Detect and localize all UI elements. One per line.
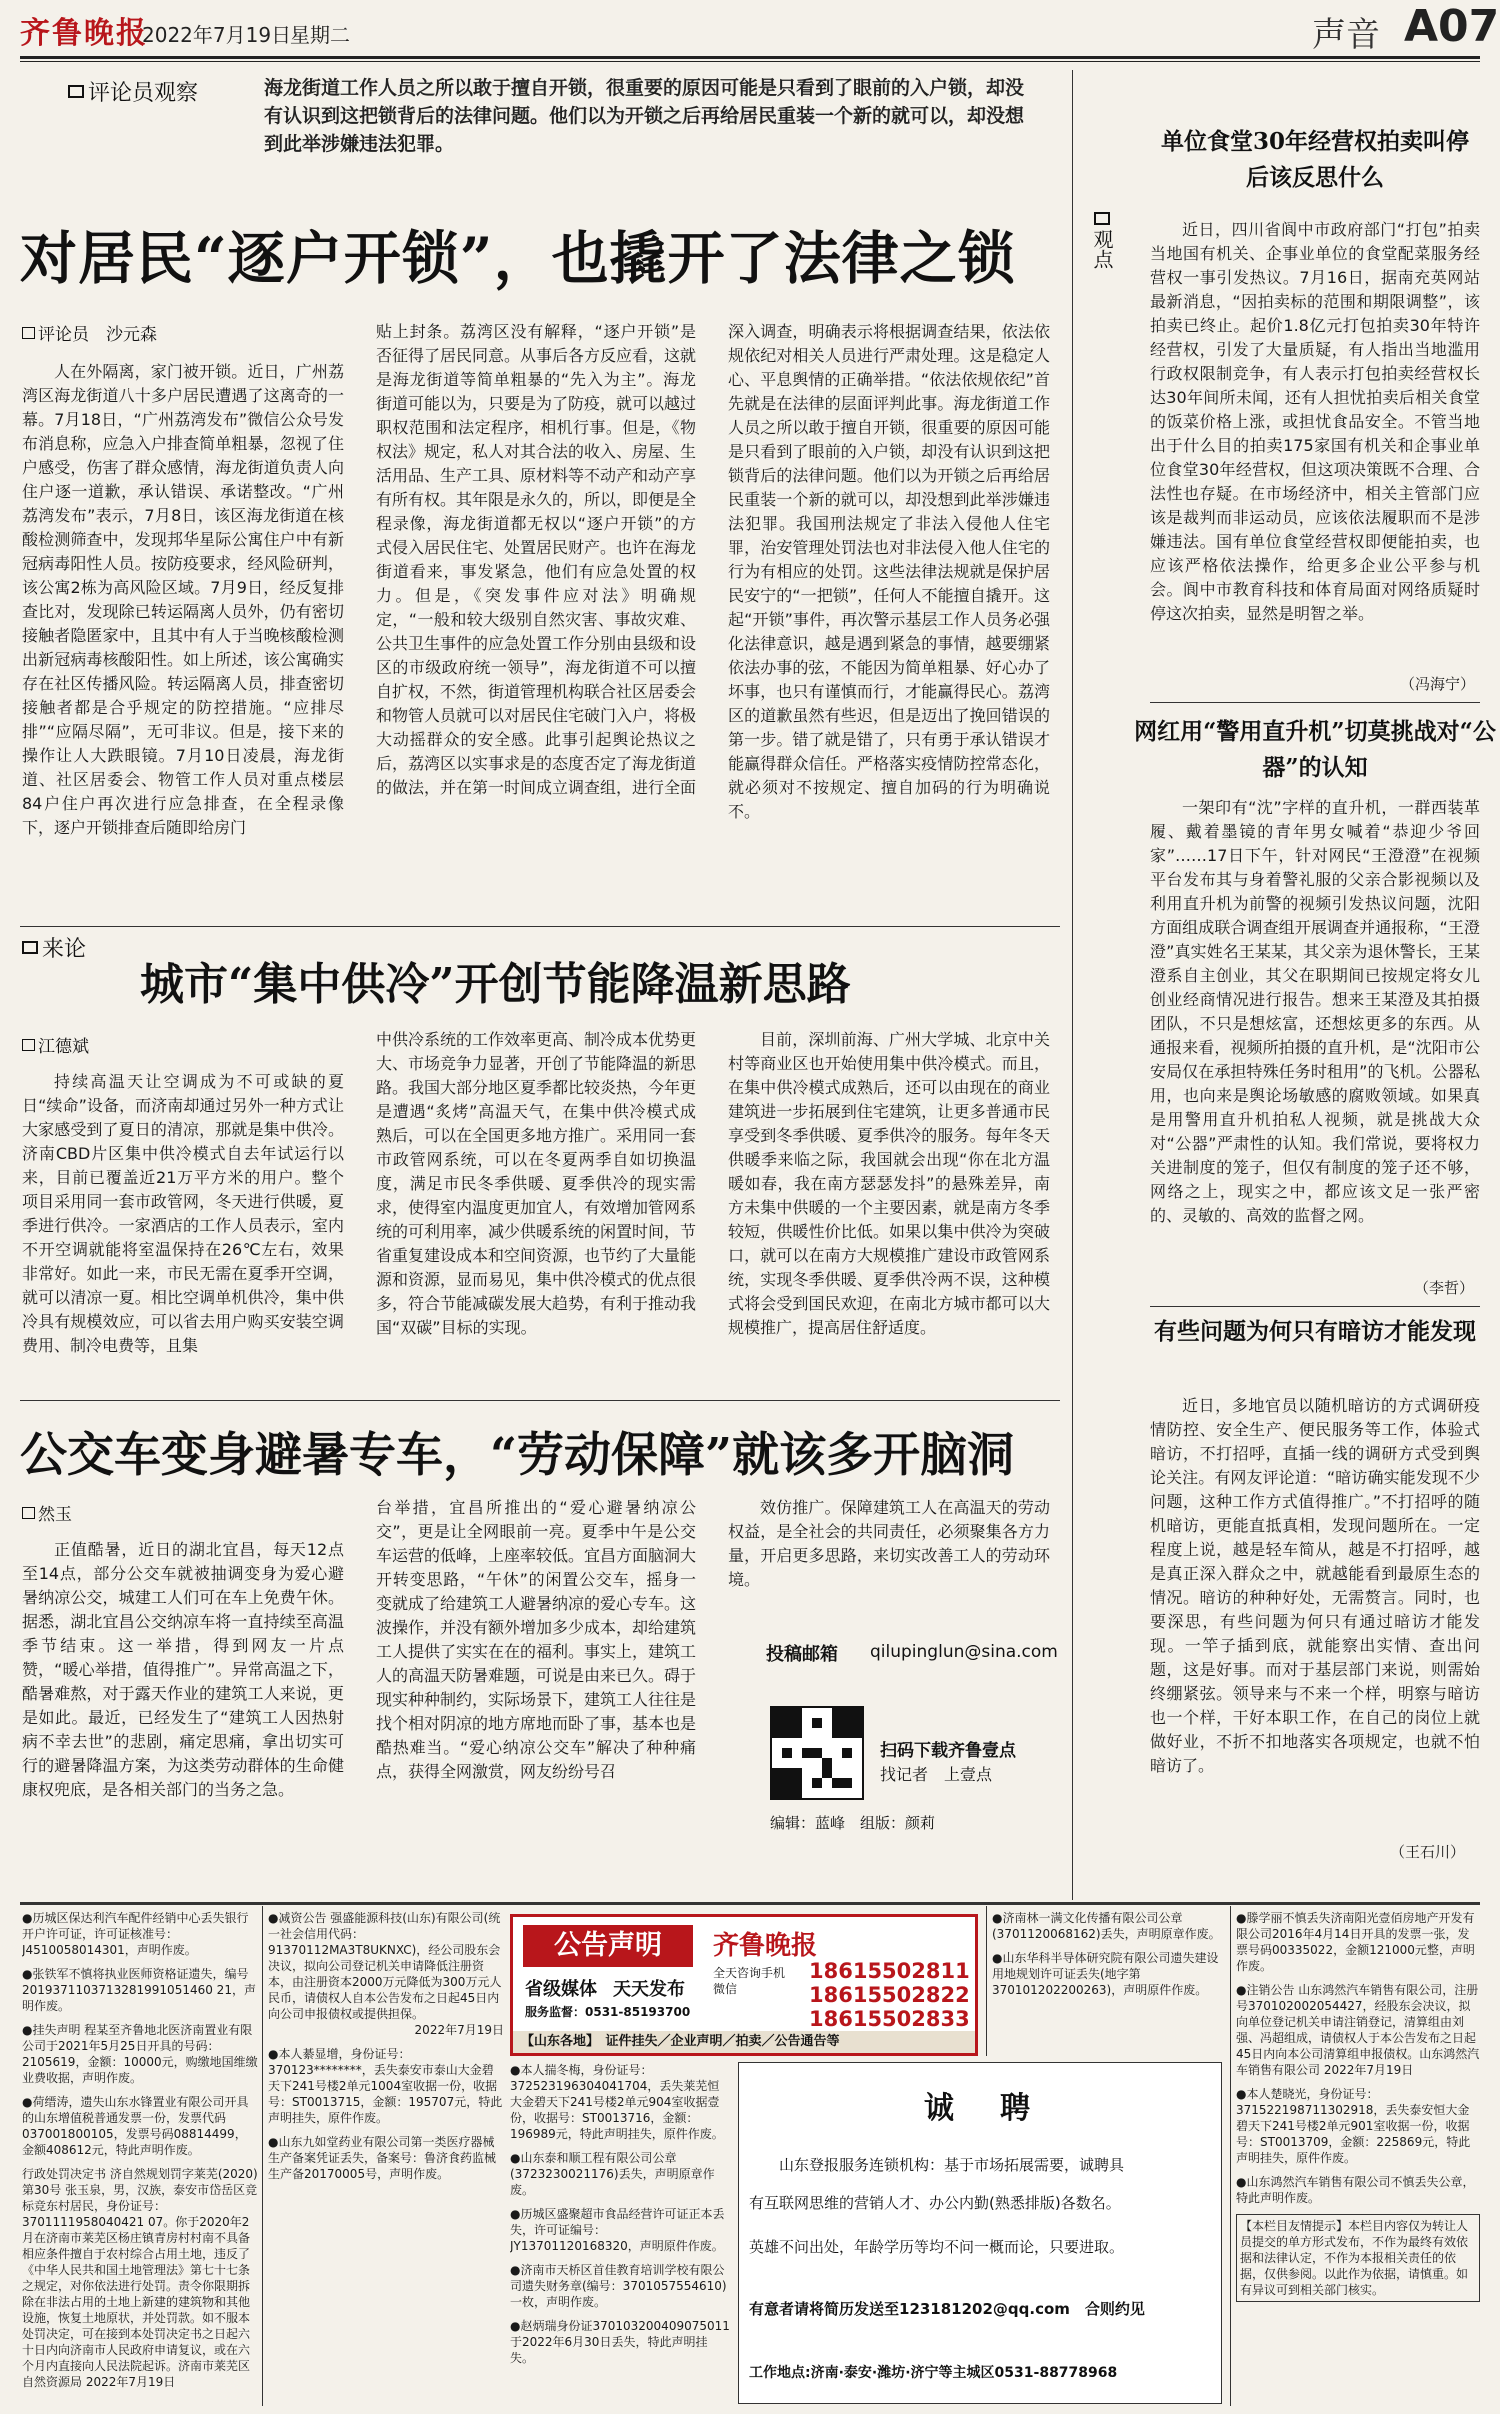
article1-col1: 人在外隔离，家门被开锁。近日，广州荔湾区海龙街道八十多户居民遭遇了这离奇的一幕。7月18日，“广州荔湾发布”微信公众号发布消息称，应急入户排查简单粗暴，忽视了住户感受，伤害了群众感情，海龙街道负责人向住户逐一道歉，承认错误、承诺整改。“广州荔湾发布”表示，7月8日，该区海龙街道在核酸检测筛查中，发现邦华星际公寓住户中有新冠病毒阳性人员。按防疫要求，经风险研判，该公寓2栋为高风险区域。7月9日，经反复排查比对，发现除已转运隔离人员外，仍有密切接触者隐匿家中，且其中有人于当晚核酸检测出新冠病毒核酸阳性。如上所述，该公寓确实存在社区传播风险。转运隔离人员，排查密切接触者都是合乎规定的防控措施。“应排尽排”“应隔尽隔”，无可非议。但是，接下来的操作让人大跌眼镜。7月10日凌晨，海龙街道、社区居委会、物管工作人员对重点楼层84户住户再次进行应急排查，在全程录像下，逐户开锁排查后随即给房门 [22,362,344,837]
classified-col3: ●本人揣冬梅，身份证号：372523196304041704，丢失莱芜恒大金碧天下241号楼2单元904室收据壹份，收据号：ST0013716，金额：196989元，特此声明挂失，原件作废。 ●山东泰和顺工程有限公司公章(3723230021176)丢失，声明原章作废。 ●历城区盛聚超市食品经营许可证正本丢失，许可证编号：JY13701120168320，声明原件作废。 ●济南市天桥区首佳教育培训学校有限公司遗失财务章(编号：3701057554610)一枚，声明作废。 ●赵炳瑞身份证370103200409075011于2022年6月30日丢失，特此声明挂失。 [510,2063,730,2365]
article2-title: 城市“集中供冷”开创节能降温新思路 [140,959,851,1010]
article3-col2: 台举措，宜昌所推出的“爱心避暑纳凉公交”，更是让全网眼前一亮。夏季中午是公交车运营的低峰，上座率较低。宜昌方面脑洞大开转变思路，“午休”的闲置公交车，摇身一变就成了给建筑工人避暑纳凉的爱心专车。这波操作，并没有额外增加多少成本，却给建筑工人提供了实实在在的福利。事实上，建筑工人的高温天防暑难题，可说是由来已久。碍于现实种种制约，实际场景下，建筑工人往往是找个相对阴凉的地方席地而卧了事，基本也是酷热难当。“爱心纳凉公交车”解决了种种痛点，获得全网激赏，网友纷纷号召 [376,1498,696,1781]
recruit-line2: 有互联网思维的营销人才、办公内勤(熟悉排版)各数名。 [749,2194,1121,2212]
article1-title: 对居民“逐户开锁”，也撬开了法律之锁 [20,225,1016,292]
public-notice-box [510,1914,978,2056]
byline-box-icon [22,1507,35,1519]
tag-box-icon [68,85,84,98]
article1-byline: 评论员 沙元森 [22,320,157,345]
side2-body: 一架印有“沈”字样的直升机，一群西装革履、戴着墨镜的青年男女喊着“恭迎少爷回家”……17日下午，针对网民“王澄澄”在视频平台发布其与身着警礼服的父亲合影视频以及利用直升机为前警的视频引发热议问题，沈阳方面组成联合调查组开展调查并通报称，“王澄澄”真实姓名王某某，其父亲为退休警长，王某澄系自主创业，其父在职期间已按规定将女儿创业经商情况进行报告。想来王某澄及其拍摄团队，不只是想炫富，还想炫更多的东西。从通报来看，视频所拍摄的直升机，是“沈阳市公安局仅在承担特殊任务时租用”的飞机。公器私用，也向来是舆论场敏感的腐败领域。如果真是用警用直升机拍私人视频，就是挑战大众对“公器”严肃性的认知。我们常说，要将权力关进制度的笼子，但仅有制度的笼子还不够，网络之上，现实之中，都应该文足一张严密的、灵敏的、高效的监督之网。 [1150,798,1480,1225]
side3-body: 近日，多地官员以随机暗访的方式调研疫情防控、安全生产、便民服务等工作，体验式暗访，不打招呼，直插一线的调研方式受到舆论关注。有网友评论道：“暗访确实能发现不少问题，这种工作方式值得推广。”不打招呼的随机暗访，更能直抵真相，发现问题所在。一定程度上说，越是轻车简从，越是不打招呼，越是真正深入群众之中，就越能看到最原生态的情况。暗访的种种好处，无需赘言。同时，也要深思，有些问题为何只有通过暗访才能发现。一竿子插到底，就能察出实情、查出问题，这是好事。而对于基层部门来说，则需始终绷紧弦。领导来与不来一个样，明察与暗访也一个样，干好本职工作，在自己的岗位上就做好业，不折不扣地落实各项规定，也就不怕暗访了。 [1150,1396,1480,1775]
header-rule [20,56,1480,59]
article3-col3: 效仿推广。保障建筑工人在高温天的劳动权益，是全社会的共同责任，必须聚集各方力量，开启更多思路，来切实改善工人的劳动环境。 [728,1498,1050,1589]
side2-signature: （李哲） [1414,1279,1475,1297]
section-name: 声音 [1312,15,1380,55]
article2-col3: 目前，深圳前海、广州大学城、北京中关村等商业区也开始使用集中供冷模式。而且，在集中供冷模式成熟后，还可以由现在的商业建筑进一步拓展到住宅建筑，让更多普通市民享受到冬季供暖、夏季供冷的服务。每年冬天供暖季来临之际，我国就会出现“你在北方温暖如春，我在南方瑟瑟发抖”的悬殊差异，南方未集中供暖的一个主要因素，就是南方冬季较短，供暖性价比低。如果以集中供冷为突破口，就可以在南方大规模推广建设市政管网系统，实现冬季供暖、夏季供冷两不误，这种模式将会受到国民欢迎，在南北方城市都可以大规模推广，提高居住舒适度。 [728,1030,1050,1337]
column-divider [1230,1906,1231,2406]
notice-sub2: 天天发布 [613,1979,685,2000]
recruit-line3: 英雄不问出处，年龄学历等均不问一概而论，只要进取。 [749,2238,1125,2256]
tag-box-icon [1094,212,1110,225]
page-number: A07 [1404,1,1500,52]
notice-logo: 齐鲁晚报 [713,1931,818,1961]
column-divider [262,1906,263,2406]
article2-col1: 持续高温天让空调成为不可或缺的夏日“续命”设备，而济南却通过另外一种方式让大家感受到了夏日的清凉，那就是集中供冷。济南CBD片区集中供冷模式自去年试运行以来，目前已覆盖近21万平方米的用户。整个项目采用同一套市政管网，冬天进行供暖，夏季进行供冷。一家酒店的工作人员表示，室内不开空调就能将室温保持在26℃左右，效果非常好。如此一来，市民无需在夏季开空调，就可以清凉一夏。相比空调单机供冷，集中供冷具有规模效应，可以省去用户购买安装空调费用、制冷电费等，且集 [22,1072,344,1355]
article1-col2: 贴上封条。荔湾区没有解释，“逐户开锁”是否征得了居民同意。从事后各方反应看，这就是海龙街道等简单粗暴的“先入为主”。海龙街道可能以为，只要是为了防疫，就可以越过职权范围和法定程序，相机行事。但是，《物权法》规定，私人对其合法的收入、房屋、生活用品、生产工具、原材料等不动产和动产享有所有权。其年限是永久的，所以，即便是全程录像，海龙街道都无权以“逐户开锁”的方式侵入居民住宅、处置居民财产。也许在海龙街道看来，事发紧急，他们有应急处置的权力。但是，《突发事件应对法》明确规定，“一般和较大级别自然灾害、事故灾难、公共卫生事件的应急处置工作分别由县级和设区的市级政府统一领导”，海龙街道不可以擅自扩权，不然，街道管理机构联合社区居委会和物管人员就可以对居民住宅破门入户，将极大动摇群众的安全感。此事引起舆论热议之后，荔湾区以实事求是的态度否定了海龙街道的做法，并在第一时间成立调查组，进行全面 [376,322,696,797]
ads-top-rule [20,1902,1480,1905]
issue-date: 2022年7月19日 [142,23,292,47]
side3-title: 有些问题为何只有暗访才能发现 [1154,1318,1476,1345]
article3-title: 公交车变身避暑专车，“劳动保障”就该多开脑洞 [20,1428,1015,1483]
tag-box-icon [22,941,38,954]
classified-col2: ●减资公告 强盛能源科技(山东)有限公司(统一社会信用代码：91370112MA3T8UKNXC)，经公司股东会决议，拟向公司登记机关申请降低注册资本，由注册资本2000万元降低为300万元人民币，请债权人自本公告发布之日起45日内向公司申报债权或提供担保。 2022年7月19日 ●本人綦显增，身份证号：370123********，丢失泰安市泰山大金碧天下241号楼2单元1004室收据一份，收据号：ST0013715，金额：195707元，特此声明挂失，原件作废。 ●山东九如堂药业有限公司第一类医疗器械生产备案凭证丢失，备案号：鲁济食药监械生产备20170005号，声明作废。 [268,1911,504,2181]
notice-service: 服务监督：0531-85193700 [525,2005,691,2019]
column-tag-observer: 评论员观察 [68,76,198,107]
article3-byline: 然玉 [22,1500,72,1525]
column-divider [1072,70,1073,1900]
notice-hotline-label: 全天咨询手机微信 [713,1966,786,1996]
article1-col3: 深入调查，明确表示将根据调查结果，依法依规依纪对相关人员进行严肃处理。这是稳定人心、平息舆情的正确举措。“依法依规依纪”首先就是在法律的层面评判此事。海龙街道工作人员之所以敢于擅自开锁，很重要的原因可能是只看到了眼前的入户锁，却没有认识到这把锁背后的法律问题。他们以为开锁之后再给居民重装一个新的就可以，却没想到此举涉嫌违法犯罪。我国刑法规定了非法入侵他人住宅罪，治安管理处罚法也对非法侵入他人住宅的行为有相应的处罚。这些法律法规就是保护居民安宁的“一把锁”，任何人不能擅自撬开。这起“开锁”事件，再次警示基层工作人员务必强化法律意识，越是遇到紧急的事情，越要绷紧依法办事的弦，不能因为简单粗暴、好心办了坏事，也只有谨慎而行，才能赢得民心。荔湾区的道歉虽然有些迟，但是迈出了挽回错误的第一步。错了就是错了，只有勇于承认错误才能赢得群众信任。严格落实疫情防控常态化，就必须对不按规定、擅自加码的行为明确说不。 [728,322,1050,821]
submission-email[interactable]: qilupinglun@sina.com [870,1642,1058,1662]
classified-col1: ●历城区保达利汽车配件经销中心丢失银行开户许可证，许可证核准号：J4510058014301，声明作废。 ●张铁军不慎将执业医师资格证遗失，编号2019371103713281991051460 21，声明作废。 ●挂失声明 程某至齐鲁地北医济南置业有限公司于2021年5月25日开具的号码：2105619，金额：10000元，购缴地国维缴业费收据，声明作废。 ●荷缙涛，遗失山东水锋置业有限公司开具的山东增值税普通发票一份，发票代码037001800105，发票号码08814499，金额408612元，特此声明作废。 行政处罚决定书 济自然规划罚字莱芜(2020)第30号 张玉泉，男，汉族，泰安市岱岳区竞标竞东村居民，身份证号：3701111958040421 07。你于2020年2月在济南市莱芜区杨庄镇青房村村南不具备相应条件擅自于农村综合占用土地，违反了《中华人民共和国土地管理法》第七十七条之规定，对你依法进行处罚。责令你限期拆除在非法占用的土地上新建的建筑物和其他设施，恢复土地原状，并处罚款。如不服本处罚决定，可在接到本处罚决定书之日起六十日内向济南市人民政府申请复议，或在六个月内直接向人民法院起诉。济南市莱芜区自然资源局 2022年7月19日 [22,1911,258,2389]
recruit-title: 诚 聘 [924,2091,1038,2126]
article3-col1: 正值酷暑，近日的湖北宜昌，每天12点至14点，部分公交车就被抽调变身为爱心避暑纳凉公交，城建工人们可在车上免费午休。据悉，湖北宜昌公交纳凉车将一直持续至高温季节结束。这一举措，得到网友一片点赞，“暖心举措，值得推广”。异常高温之下，酷暑难熬，对于露天作业的建筑工人来说，更是如此。最近，已经发生了“建筑工人因热射病不幸去世”的悲剧，痛定思痛，拿出切实可行的避暑降温方案，为这类劳动群体的生命健康权兜底，是各相关部门的当务之急。 [22,1540,344,1799]
divider [1150,702,1480,703]
column-divider [986,1906,987,2056]
editor-credit: 编辑：蓝峰 组版：颜莉 [770,1814,936,1832]
recruit-line5: 工作地点:济南·泰安·潍坊·济宁等主城区0531-88778968 [749,2365,1118,2381]
divider [20,926,1060,927]
notice-phone-3[interactable]: 18615502833 [809,2007,970,2031]
notice-areas: 【山东各地】 证件挂失／企业声明／拍卖／公告通告等 [513,2031,975,2053]
qr-caption-2: 找记者 上壹点 [880,1765,993,1784]
divider [20,1400,1060,1401]
notice-phone-2[interactable]: 18615502822 [809,1983,970,2007]
side1-title: 单位食堂30年经营权拍卖叫停后该反思什么 [1160,128,1469,191]
side2-title: 网红用“警用直升机”切莫挑战对“公器”的认知 [1134,718,1496,781]
issue-weekday: 星期二 [290,23,350,47]
byline-box-icon [22,1039,35,1051]
notice-sub1: 省级媒体 [525,1979,597,2000]
byline-box-icon [22,327,35,339]
qr-code-icon [770,1706,864,1800]
column-tag-guest: 来论 [22,932,86,963]
masthead-logo: 齐鲁晚报 [20,16,148,51]
recruit-line1: 山东登报服务连锁机构：基于市场拓展需要，诚聘具 [779,2156,1125,2174]
side1-signature: （冯海宁） [1400,675,1476,693]
notice-title: 公告声明 [523,1925,693,1967]
divider [1150,1306,1480,1307]
qr-caption: 扫码下载齐鲁壹点 [880,1741,1016,1761]
side-tag-viewpoint: 观点 [1090,212,1114,269]
article2-col2: 中供冷系统的工作效率更高、制冷成本优势更大、市场竞争力显著，开创了节能降温的新思路。我国大部分地区夏季都比较炎热，今年更是遭遇“炙烤”高温天气，在集中供冷模式成熟后，可以在全国更多地方推广。采用同一套市政管网系统，可以在冬夏两季自如切换温度，满足市民冬季供暖、夏季供冷的现实需求，使得室内温度更加宜人，有效增加管网系统的可利用率，减少供暖系统的闲置时间，节省重复建设成本和空间资源，也节约了大量能源和资源，显而易见，集中供冷模式的优点很多，符合节能减碳发展大趋势，有利于推动我国“双碳”目标的实现。 [376,1030,696,1337]
kicker-text: 海龙街道工作人员之所以敢于擅自开锁，很重要的原因可能是只看到了眼前的入户锁，却没有认识到这把锁背后的法律问题。他们以为开锁之后再给居民重装一个新的就可以，却没想到此举涉嫌违法犯罪。 [264,77,1025,155]
classified-col4: ●济南林一满文化传播有限公司公章(3701120068162)丢失，声明原章作废。 ●山东华科半导体研究院有限公司遗失建设用地规划许可证丢失(地字第370101202200263)，声明原件作废。 [992,1911,1221,1997]
header-rule-thin [20,61,1480,62]
side3-signature: （王石川） [1390,1843,1466,1861]
recruit-box [738,2062,1222,2404]
notice-phone-1[interactable]: 18615502811 [809,1959,970,1983]
classified-col5: ●滕学丽不慎丢失济南阳光壹佰房地产开发有限公司2016年4月14日开具的发票一张，发票号码00335022，金额121000元整，声明作废。 ●注销公告 山东鸿然汽车销售有限公司，注册号370102002054427，经股东会决议，拟向单位登记机关申请注销登记，清算组由刘强、冯超组成，请债权人于本公告发布之日起45日内向本公司清算组申报债权。山东鸿然汽车销售有限公司 2022年7月19日 ●本人楚晓光，身份证号：371522198711302918，丢失泰安恒大金碧天下241号楼2单元901室收据一份，收据号：ST0013709，金额：225869元，特此声明挂失，原件作废。 ●山东鸿然汽车销售有限公司不慎丢失公章，特此声明作废。 【本栏目友情提示】本栏目内容仅为转让人员提交的单方形式发布，不作为最终有效依据和法律认定，不作为本报相关责任的依据，仅供参阅。以此作为依据，请慎重。如有异议可到相关部门核实。 [1236,1910,1480,2406]
submission-label: 投稿邮箱 [766,1644,838,1665]
article2-byline: 江德斌 [22,1032,89,1057]
side1-body: 近日，四川省阆中市政府部门“打包”拍卖当地国有机关、企事业单位的食堂配菜服务经营权一事引发热议。7月16日，据南充英网站最新消息，“因拍卖标的范围和期限调整”，该拍卖已终止。起价1.8亿元打包拍卖30年特许经营权，引发了大量质疑，有人指出当地滥用行政权限制竞争，有人表示打包拍卖经营权长达30年间所未闻，还有人担忧拍卖后相关食堂的饭菜价格上涨，或担忧食品安全。不管当地出于什么目的拍卖175家国有机关和企事业单位食堂30年经营权，但这项决策既不合理、合法性也存疑。在市场经济中，相关主管部门应该是裁判而非运动员，应该依法履职而不是涉嫌违法。国有单位食堂经营权即便能拍卖，也应该严格依法操作，给更多企业公平参与机会。阆中市教育科技和体育局面对网络质疑时停这次拍卖，显然是明智之举。 [1150,220,1480,623]
recruit-line4: 有意者请将简历发送至123181202@qq.com 合则约见 [749,2300,1145,2318]
